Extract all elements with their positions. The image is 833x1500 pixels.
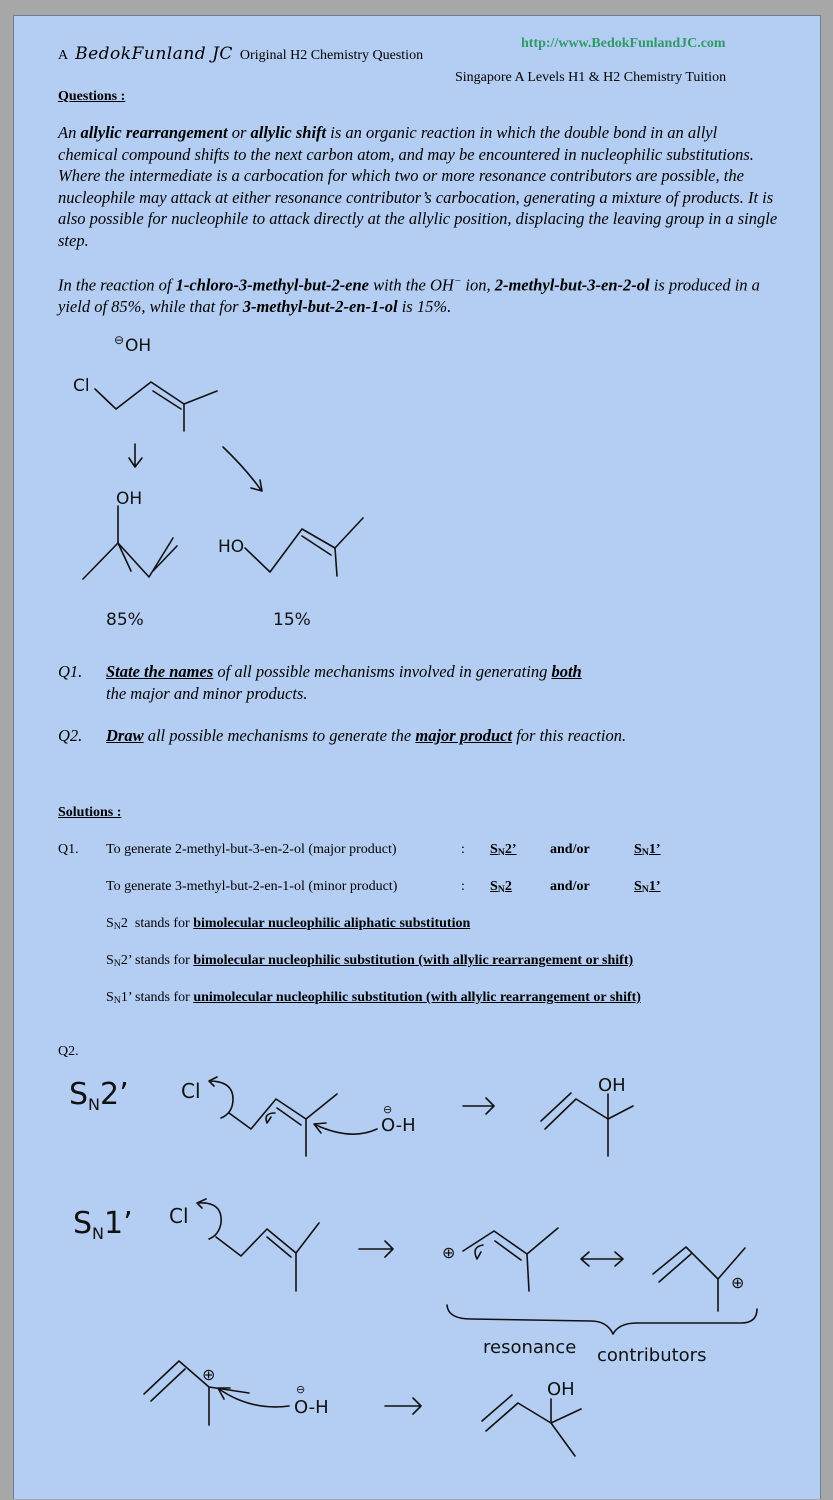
sn2p-curly-arrow xyxy=(266,1113,275,1123)
mechanism-sn1-prime: $S_N1$’ xyxy=(634,842,661,858)
nucleophile-oh-label: OH xyxy=(125,336,152,356)
reaction-paragraph: In the reaction of 1-chloro-3-methyl-but-2-ene with the OH− ion, 2-methyl-but-3-en-2-ol is produced in a yield of 85%, while that for 3-methyl-but-2-en-1-ol is 15%. xyxy=(58,275,760,316)
contributors-label: contributors xyxy=(597,1345,707,1366)
sn2p-nucleophile-arrow xyxy=(314,1123,377,1134)
mechanism-sn1-prime-minor: $S_N1$’ xyxy=(634,879,661,895)
final-nuc: O-H xyxy=(294,1397,329,1418)
q1-number: Q1. xyxy=(58,662,83,681)
document-page: A BedokFunland JC Original H2 Chemistry Question http://www.BedokFunlandJC.com Singapore A Levels H1 & H2 Chemistry Tuition Questions : An allylic rearrangement or allylic shift is an organic reaction in which the double bond in an allyl chemical compound shifts to the next carbon atom, and may be encountered in nucleophilic substitutions. Where the intermediate is a carbocation for which two or more resonance contributors are possible, the nucleophile may attack at either resonance contributor’s carbocation, generating a mixture of products. It is also possible for nucleophile to attack directly at the allylic position, displacing the leaving group in a single step. In the reaction of 1-chloro-3-methyl-but-2-ene with the OH− ion, 2-methyl-but-3-en-2-ol is produced in a yield of 85%, while that for 3-methyl-but-2-en-1-ol is 15%. ⊖ OH Cl OH HO 85% 15% Q1. State the names of all possible mechanisms involved in generating both the major and minor products. Q2. Draw all possible mechanisms to generate the major product for this reaction. Solutions : Q1. To generate 2-methyl-but-3-en-2-ol (major product) : $S_N2$’ and/or $S_N1$’ To generate 3-methyl-but-2-en-1-ol (minor product) : $S_N2$ and/or $S_N1$’ $S_N2$ stands for bimolecular nucleophilic aliphatic substitution $S_N2$’ stands for bimolecular nucleophilic substitution (with allylic rearrangement or shift) $S_N1$’ stands for unimolecular nucleophilic substitution (with allylic rearrangement or shift) Q2. $S_N2$’ Cl ⊖ O-H OH $S_N1$’ Cl ⊕ ⊕ resonance contributors ⊕ ⊖ O-H OH xyxy=(13,15,821,1499)
sn2-prime-label: $S_N2$’ xyxy=(69,1077,129,1114)
header-prefix: A xyxy=(58,48,69,63)
intro-paragraph: An allylic rearrangement or allylic shift is an organic reaction in which the double bond in an allyl chemical compound shifts to the next carbon atom, and may be encountered in nucleophilic substitutions. Where the intermediate is a carbocation for which two or more resonance contributors are possible, the nucleophile may attack at either resonance contributor’s carbocation, generating a mixture of products. It is also possible for nucleophile to attack directly at the allylic position, displacing the leaving group in a single step. xyxy=(58,123,778,250)
q1-text-cont: the major and minor products. xyxy=(106,684,308,703)
mechanism-sn2: $S_N2$ xyxy=(490,879,512,895)
final-product-skeleton xyxy=(486,1403,581,1431)
q1-text: State the names of all possible mechanisms involved in generating both xyxy=(106,662,582,681)
definition-sn2-prime: $S_N2$’ stands for bimolecular nucleophilic substitution (with allylic rearrangement or shift) xyxy=(106,953,634,969)
minor-ho-label: HO xyxy=(218,537,245,557)
header-title: Original H2 Chemistry Question xyxy=(239,48,424,63)
solutions-heading: Solutions : xyxy=(58,805,122,820)
chlorine-label: Cl xyxy=(73,376,90,396)
carbocation-plus-1: ⊕ xyxy=(442,1243,456,1262)
mechanism-sn2-prime: $S_N2$’ xyxy=(490,842,517,858)
sn2p-cl: Cl xyxy=(181,1079,201,1103)
sol-row-minor: To generate 3-methyl-but-2-en-1-ol (minor product) xyxy=(106,879,398,894)
yield-minor: 15% xyxy=(273,610,311,630)
carbocation-plus-2: ⊕ xyxy=(731,1273,745,1292)
final-nuc-charge: ⊖ xyxy=(296,1383,306,1396)
header-tagline: Singapore A Levels H1 & H2 Chemistry Tuition xyxy=(455,70,727,85)
final-nucleophile-arrow xyxy=(218,1388,289,1407)
sn2p-leaving-arrow xyxy=(209,1077,233,1118)
brand-logo: BedokFunland JC xyxy=(75,44,233,64)
final-reaction-arrow xyxy=(385,1398,421,1414)
sn2p-nuc-charge: ⊖ xyxy=(383,1103,393,1116)
resonance-arrow xyxy=(581,1252,623,1266)
major-oh-label: OH xyxy=(116,489,143,509)
resonance-brace xyxy=(447,1305,757,1334)
site-url[interactable]: http://www.BedokFunlandJC.com xyxy=(521,36,726,51)
sn2p-product-oh: OH xyxy=(598,1075,626,1096)
term-allylic-shift: allylic shift xyxy=(250,123,327,142)
sn2p-nuc: O-H xyxy=(381,1115,416,1136)
definition-sn1-prime: $S_N1$’ stands for unimolecular nucleophilic substitution (with allylic rearrangement or shift) xyxy=(106,990,641,1006)
carbocation-1-curly-arrow xyxy=(475,1245,483,1259)
sn1p-reaction-arrow xyxy=(359,1241,393,1257)
q2-number: Q2. xyxy=(58,726,83,745)
yield-major: 85% xyxy=(106,610,144,630)
final-plus: ⊕ xyxy=(202,1365,216,1384)
sn1-prime-label: $S_N1$’ xyxy=(73,1206,133,1243)
resonance-label: resonance xyxy=(483,1337,577,1358)
sn1p-leaving-arrow xyxy=(197,1199,221,1239)
sol-q1-number: Q1. xyxy=(58,842,79,857)
sol-q2-number: Q2. xyxy=(58,1044,79,1059)
q2-text: Draw all possible mechanisms to generate the major product for this reaction. xyxy=(106,726,627,745)
carbocation-1-skeleton xyxy=(463,1228,558,1254)
sol-row-major: To generate 2-methyl-but-3-en-2-ol (major product) xyxy=(106,842,397,857)
nucleophile-charge: ⊖ xyxy=(114,333,125,347)
final-product-oh: OH xyxy=(547,1379,575,1400)
sn2p-product-skeleton xyxy=(545,1099,633,1129)
sn1p-skeleton xyxy=(216,1223,319,1256)
questions-heading: Questions : xyxy=(58,89,126,104)
sn2p-reaction-arrow xyxy=(463,1098,494,1114)
mechanism-diagram xyxy=(14,16,822,1500)
term-allylic-rearrangement: allylic rearrangement xyxy=(80,123,228,142)
sn1p-cl: Cl xyxy=(169,1204,189,1228)
definition-sn2: $S_N2$ stands for bimolecular nucleophilic aliphatic substitution xyxy=(106,916,471,932)
